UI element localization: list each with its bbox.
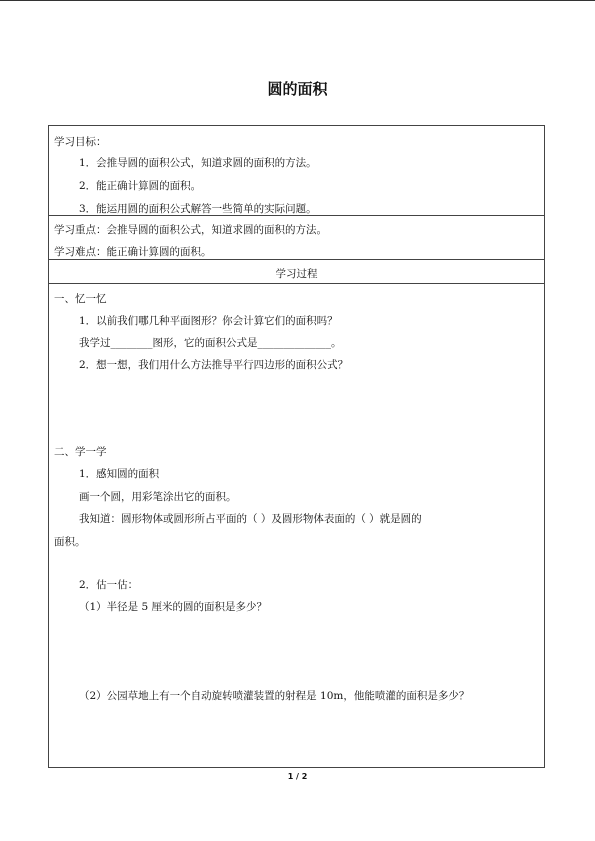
key-point: 学习重点：会推导圆的面积公式，知道求圆的面积的方法。 [54, 224, 327, 236]
section1-heading: 一、忆一忆 [54, 293, 107, 305]
objective-item-1: 1．会推导圆的面积公式，知道求圆的面积的方法。 [79, 157, 317, 169]
section2-question-a: （1）半径是 5 厘米的圆的面积是多少？ [79, 601, 268, 613]
worksheet-table [48, 125, 545, 768]
section2-heading: 二、学一学 [54, 446, 107, 458]
section1-question-2: 2．想一想，我们用什么方法推导平行四边形的面积公式？ [79, 359, 349, 371]
row-divider [49, 259, 544, 260]
header-rule [0, 0, 595, 1]
section2-know-line-2: 面积。 [54, 536, 86, 548]
section1-fill-blank: 我学过________图形，它的面积公式是______________。 [79, 337, 342, 349]
objectives-heading: 学习目标： [54, 136, 107, 148]
difficulty-point: 学习难点：能正确计算圆的面积。 [54, 246, 212, 258]
row-divider [49, 215, 544, 216]
section2-know-line-1: 我知道：圆形物体或圆形所占平面的（ ）及圆形物体表面的（ ）就是圆的 [79, 513, 422, 525]
objective-item-3: 3．能运用圆的面积公式解答一些简单的实际问题。 [79, 203, 317, 215]
document-title: 圆的面积 [267, 80, 328, 98]
section1-question-1: 1．以前我们哪几种平面图形？你会计算它们的面积吗？ [79, 315, 338, 327]
section2-sub1-task: 画一个圆，用彩笔涂出它的面积。 [79, 491, 237, 503]
section2-sub1: 1．感知圆的面积 [79, 468, 160, 480]
process-heading: 学习过程 [275, 268, 318, 280]
section2-sub2: 2．估一估： [79, 579, 139, 591]
objective-item-2: 2．能正确计算圆的面积。 [79, 180, 202, 192]
section2-question-b: （2）公园草地上有一个自动旋转喷灌装置的射程是 10m，他能喷灌的面积是多少？ [79, 690, 470, 702]
row-divider [49, 283, 544, 284]
page-number: 1 / 2 [287, 772, 308, 781]
